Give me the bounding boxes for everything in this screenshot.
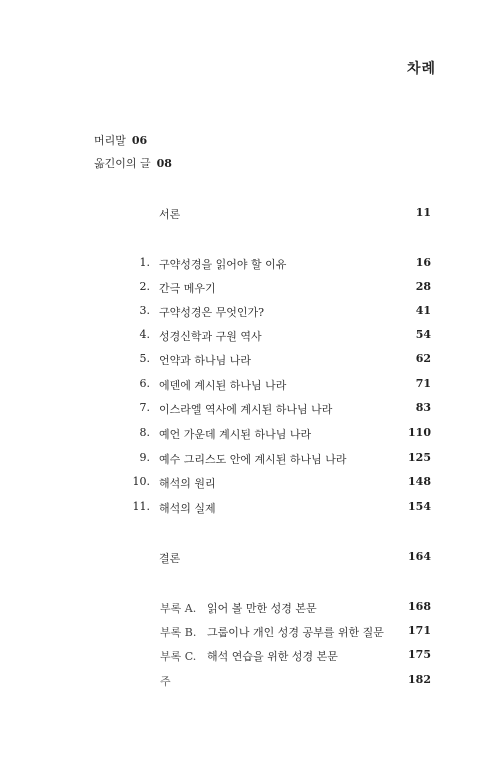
toc-label: 언약과 하나님 나라: [159, 354, 252, 367]
toc-chapter-row[interactable]: [106, 256, 431, 274]
toc-number: 1.: [139, 256, 150, 269]
toc-page: 164: [408, 550, 431, 563]
toc-page: 08: [156, 157, 172, 170]
toc-number: 3.: [139, 304, 150, 317]
toc-number: 2.: [139, 280, 150, 293]
toc-page: 148: [408, 475, 431, 488]
toc-page: 110: [408, 426, 431, 439]
toc-page: 83: [415, 401, 431, 414]
toc-notes-row[interactable]: [160, 673, 431, 691]
toc-label: 머리말: [94, 134, 126, 147]
toc-number: 9.: [139, 451, 150, 464]
toc-page: 71: [415, 377, 431, 390]
toc-label: 이스라엘 역사에 계시된 하나님 나라: [159, 403, 333, 416]
toc-chapter-row[interactable]: [106, 280, 431, 298]
toc-chapter-row[interactable]: [106, 352, 431, 370]
toc-label: 옮긴이의 글: [94, 157, 151, 170]
toc-page: 62: [415, 352, 431, 365]
toc-page: 54: [415, 328, 431, 341]
toc-chapter-row[interactable]: [106, 500, 431, 518]
toc-appendix-code: 주: [160, 675, 171, 688]
toc-label: 성경신학과 구원 역사: [159, 330, 262, 343]
toc-page: 168: [408, 600, 431, 613]
toc-appendix-row[interactable]: [160, 624, 431, 642]
toc-page: 41: [415, 304, 431, 317]
toc-page: 125: [408, 451, 431, 464]
toc-intro-row[interactable]: [106, 206, 431, 224]
toc-label: 에덴에 계시된 하나님 나라: [159, 379, 287, 392]
toc-label: 예언 가운데 계시된 하나님 나라: [159, 428, 312, 441]
toc-chapter-row[interactable]: [106, 426, 431, 444]
toc-preface-item[interactable]: [94, 132, 147, 148]
toc-chapter-row[interactable]: [106, 377, 431, 395]
toc-label: 해석의 원리: [159, 477, 216, 490]
toc-chapter-row[interactable]: [106, 304, 431, 322]
toc-chapter-row[interactable]: [106, 451, 431, 469]
toc-page: 182: [408, 673, 431, 686]
toc-number: 4.: [139, 328, 150, 341]
toc-number: 8.: [139, 426, 150, 439]
toc-appendix-row[interactable]: [160, 648, 431, 666]
toc-chapter-row[interactable]: [106, 328, 431, 346]
toc-number: 7.: [139, 401, 150, 414]
toc-page: 171: [408, 624, 431, 637]
toc-label: 해석의 실제: [159, 502, 216, 515]
toc-number: 11.: [132, 500, 150, 513]
toc-label: 읽어 볼 만한 성경 본문: [207, 602, 317, 615]
toc-label: 해석 연습을 위한 성경 본문: [207, 650, 338, 663]
toc-label: 결론: [159, 552, 181, 565]
toc-label: 예수 그리스도 안에 계시된 하나님 나라: [159, 453, 347, 466]
toc-number: 6.: [139, 377, 150, 390]
toc-page: 16: [415, 256, 431, 269]
toc-label: 그룹이나 개인 성경 공부를 위한 질문: [207, 626, 384, 639]
toc-label: 구약성경을 읽어야 할 이유: [159, 258, 287, 271]
toc-page: 06: [131, 134, 148, 147]
toc-conclusion-row[interactable]: [106, 550, 431, 568]
toc-page: 175: [408, 648, 431, 661]
toc-chapter-row[interactable]: [106, 475, 431, 493]
page-title: 차례: [406, 61, 436, 77]
toc-label: 구약성경은 무엇인가?: [159, 306, 265, 319]
toc-page: 28: [415, 280, 431, 293]
toc-chapter-row[interactable]: [106, 401, 431, 419]
toc-page: 11: [415, 206, 431, 219]
toc-label: 서론: [159, 208, 181, 221]
toc-number: 5.: [139, 352, 150, 365]
toc-page: 154: [408, 500, 431, 513]
toc-appendix-code: 부록 C.: [160, 650, 197, 663]
toc-appendix-code: 부록 B.: [160, 626, 197, 639]
toc-label: 간극 메우기: [159, 282, 216, 295]
toc-number: 10.: [132, 475, 150, 488]
toc-appendix-code: 부록 A.: [160, 602, 197, 615]
toc-preface-item[interactable]: [94, 155, 172, 171]
toc-appendix-row[interactable]: [160, 600, 431, 618]
